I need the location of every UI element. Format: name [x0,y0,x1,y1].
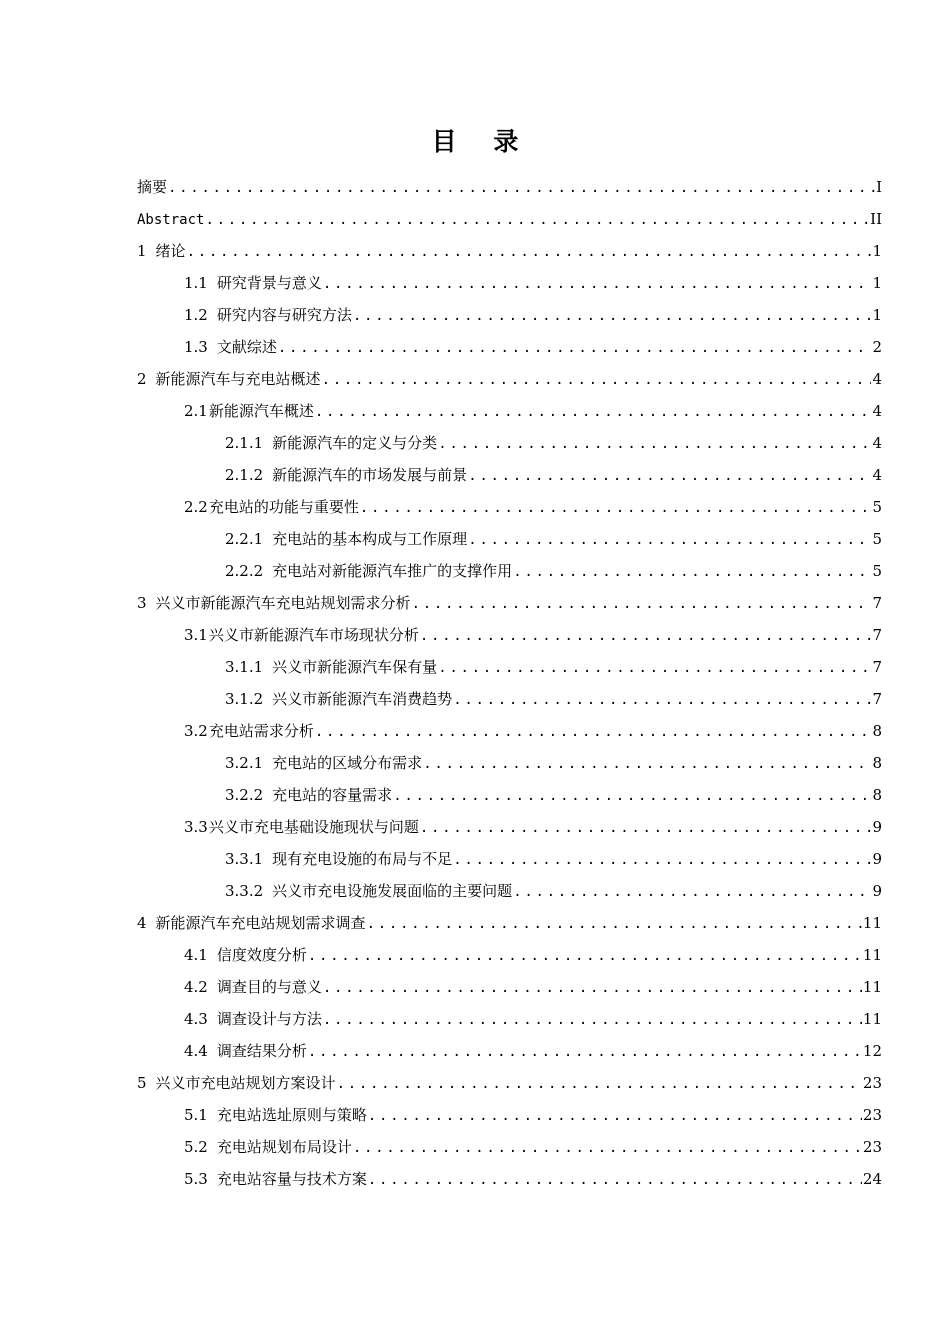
toc-entry[interactable] [137,1067,882,1099]
dot-leader [308,940,862,972]
toc-entry-title: 充电站的基本构成与工作原理 [272,530,468,548]
toc-entry[interactable] [137,267,882,299]
dot-leader [468,460,871,492]
toc-entry-page: 4 [872,466,882,484]
toc-entry-title: 文献综述 [216,338,277,356]
toc-entry-page: II [870,210,882,228]
toc-entry-page: 11 [862,1010,882,1028]
toc-entry[interactable] [137,715,882,747]
toc-entry-number: 2.1.1 [225,434,264,452]
toc-entry[interactable] [137,555,882,587]
page-title: 目 录 [431,127,533,156]
toc-entry-page: 9 [872,850,882,868]
dot-leader [205,204,869,236]
toc-entry-number: 3.2 [184,722,208,740]
toc-entry-page: 8 [872,722,882,740]
toc-entry-title: 兴义市充电站规划方案设计 [155,1074,336,1092]
toc-entry[interactable] [137,1035,882,1067]
dot-leader [368,1100,862,1132]
toc-entry-title: 兴义市充电设施发展面临的主要问题 [272,882,513,900]
toc-entry-page: 1 [872,306,882,324]
dot-leader [423,748,871,780]
dot-leader [420,812,872,844]
toc-entry-number: 4.1 [184,946,208,964]
toc-entry-number: 3.1.2 [225,690,264,708]
dot-leader [468,524,871,556]
toc-entry-number: 2.2 [184,498,208,516]
toc-entry-number: 3.3 [184,818,208,836]
toc-entry-number: 3.1.1 [225,658,264,676]
toc-entry-page: 9 [872,882,882,900]
toc-entry-title: 新能源汽车充电站规划需求调查 [155,914,366,932]
table-of-contents [137,171,882,1195]
toc-entry-number: 3.2.1 [225,754,264,772]
toc-entry[interactable] [137,1163,882,1195]
toc-entry[interactable] [137,939,882,971]
toc-entry[interactable] [137,171,882,203]
toc-entry-page: 1 [872,274,882,292]
toc-entry-title: Abstract [137,212,205,228]
dot-leader [360,492,872,524]
dot-leader [168,172,875,204]
toc-entry-page: 7 [872,690,882,708]
dot-leader [453,684,871,716]
toc-entry-title: 兴义市新能源汽车保有量 [272,658,438,676]
toc-entry-page: 4 [872,370,882,388]
dot-leader [323,268,872,300]
toc-entry-title: 信度效度分析 [216,946,307,964]
toc-entry-page: 23 [862,1074,882,1092]
toc-entry[interactable] [137,907,882,939]
dot-leader [367,908,862,940]
toc-entry-number: 1.2 [184,306,208,324]
toc-entry-page: 5 [872,530,882,548]
dot-leader [513,556,871,588]
dot-leader [315,716,872,748]
toc-entry-page: 11 [862,946,882,964]
toc-entry-number: 2.2.1 [225,530,264,548]
toc-entry-page: 5 [872,562,882,580]
toc-entry-page: 24 [862,1170,882,1188]
toc-entry-number: 4.3 [184,1010,208,1028]
dot-leader [438,428,871,460]
toc-entry[interactable] [137,203,882,235]
toc-entry-number: 2.2.2 [225,562,264,580]
toc-entry-number: 3.3.2 [225,882,264,900]
toc-entry-title: 新能源汽车概述 [208,402,314,420]
toc-entry[interactable] [137,331,882,363]
toc-entry-page: 5 [872,498,882,516]
toc-entry-number: 3.3.1 [225,850,264,868]
toc-entry[interactable] [137,811,882,843]
toc-entry-number: 5 [137,1074,147,1092]
toc-entry[interactable] [137,523,882,555]
toc-entry[interactable] [137,779,882,811]
toc-entry-title: 充电站需求分析 [208,722,314,740]
toc-entry-page: 4 [872,402,882,420]
toc-entry[interactable] [137,459,882,491]
toc-entry-number: 3.1 [184,626,208,644]
toc-entry-page: 11 [862,978,882,996]
toc-entry-title: 充电站选址原则与策略 [216,1106,367,1124]
toc-entry-page: 9 [872,818,882,836]
toc-entry-number: 2.1 [184,402,208,420]
dot-leader [438,652,871,684]
toc-entry-title: 新能源汽车的定义与分类 [272,434,438,452]
dot-leader [453,844,871,876]
toc-entry[interactable] [137,875,882,907]
toc-entry-title: 兴义市充电基础设施现状与问题 [208,818,419,836]
toc-entry-title: 充电站对新能源汽车推广的支撑作用 [272,562,513,580]
toc-entry-title: 兴义市新能源汽车市场现状分析 [208,626,419,644]
toc-entry-page: I [876,178,882,196]
toc-entry[interactable] [137,843,882,875]
dot-leader [393,780,871,812]
toc-entry-number: 5.3 [184,1170,208,1188]
toc-entry[interactable] [137,1003,882,1035]
toc-entry-number: 5.2 [184,1138,208,1156]
toc-entry-title: 调查结果分析 [216,1042,307,1060]
dot-leader [353,300,872,332]
toc-entry-number: 5.1 [184,1106,208,1124]
dot-leader [412,588,872,620]
toc-entry-page: 1 [872,242,882,260]
toc-entry-page: 2 [872,338,882,356]
dot-leader [513,876,871,908]
toc-entry-number: 2 [137,370,147,388]
toc-entry[interactable] [137,971,882,1003]
toc-entry[interactable] [137,395,882,427]
toc-entry[interactable] [137,1131,882,1163]
toc-entry-number: 1.1 [184,274,208,292]
toc-entry-title: 绪论 [155,242,186,260]
dot-leader [420,620,872,652]
toc-entry-page: 7 [872,594,882,612]
toc-entry-page: 23 [862,1106,882,1124]
toc-entry-number: 1.3 [184,338,208,356]
toc-entry[interactable] [137,619,882,651]
dot-leader [322,364,872,396]
toc-entry-page: 7 [872,626,882,644]
toc-entry-title: 充电站规划布局设计 [216,1138,352,1156]
toc-entry-number: 4 [137,914,147,932]
dot-leader [337,1068,862,1100]
toc-entry-title: 调查目的与意义 [216,978,322,996]
dot-leader [315,396,872,428]
toc-entry-title: 研究背景与意义 [216,274,322,292]
toc-entry[interactable] [137,363,882,395]
toc-entry[interactable] [137,747,882,779]
toc-entry-title: 充电站的功能与重要性 [208,498,359,516]
dot-leader [323,972,862,1004]
toc-entry-page: 8 [872,754,882,772]
toc-entry-page: 4 [872,434,882,452]
dot-leader [278,332,872,364]
toc-entry-number: 1 [137,242,147,260]
toc-entry[interactable] [137,683,882,715]
toc-entry-title: 兴义市新能源汽车充电站规划需求分析 [155,594,411,612]
dot-leader [368,1164,862,1196]
toc-entry-title: 兴义市新能源汽车消费趋势 [272,690,453,708]
toc-entry[interactable] [137,299,882,331]
toc-entry-title: 充电站容量与技术方案 [216,1170,367,1188]
toc-entry-title: 新能源汽车的市场发展与前景 [272,466,468,484]
toc-entry-title: 充电站的区域分布需求 [272,754,423,772]
toc-entry-title: 摘要 [137,178,168,196]
toc-entry-title: 充电站的容量需求 [272,786,393,804]
toc-entry-title: 现有充电设施的布局与不足 [272,850,453,868]
toc-entry[interactable] [137,427,882,459]
toc-entry-page: 7 [872,658,882,676]
toc-entry-page: 8 [872,786,882,804]
toc-entry-title: 新能源汽车与充电站概述 [155,370,321,388]
toc-entry[interactable] [137,1099,882,1131]
toc-entry-number: 3.2.2 [225,786,264,804]
toc-entry-number: 2.1.2 [225,466,264,484]
dot-leader [187,236,872,268]
toc-entry-number: 4.2 [184,978,208,996]
toc-entry-title: 研究内容与研究方法 [216,306,352,324]
toc-entry[interactable] [137,651,882,683]
toc-entry-page: 12 [862,1042,882,1060]
dot-leader [353,1132,862,1164]
toc-entry[interactable] [137,587,882,619]
dot-leader [308,1036,862,1068]
toc-entry-title: 调查设计与方法 [216,1010,322,1028]
toc-entry[interactable] [137,235,882,267]
toc-entry[interactable] [137,491,882,523]
dot-leader [323,1004,862,1036]
toc-entry-page: 23 [862,1138,882,1156]
toc-entry-number: 4.4 [184,1042,208,1060]
toc-entry-page: 11 [862,914,882,932]
toc-entry-number: 3 [137,594,147,612]
